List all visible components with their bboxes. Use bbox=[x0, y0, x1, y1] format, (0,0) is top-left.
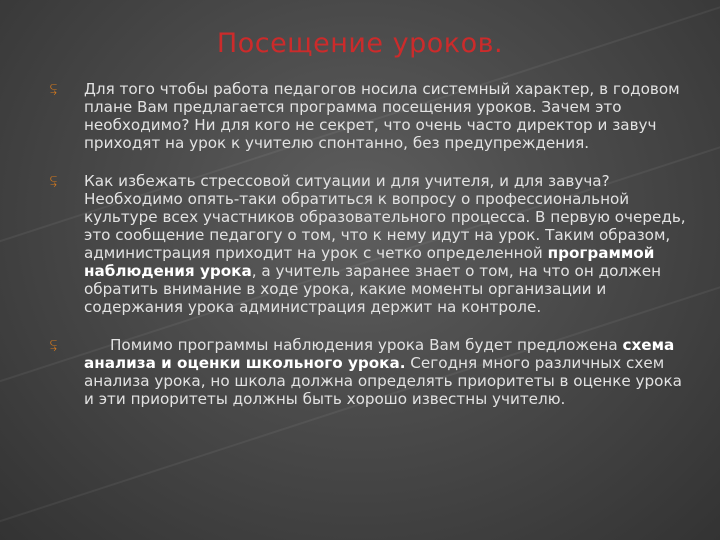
bullet-bold-text: программой наблюдения урока bbox=[84, 244, 655, 280]
bullet-list bbox=[50, 80, 690, 428]
bullet-item bbox=[50, 336, 690, 408]
bullet-text: Сегодня много различных схем анализа урока, но школа должна определять приоритеты в оценке урока и эти приоритеты должны быть хорошо известны учителю. bbox=[84, 354, 682, 408]
slide-title: Посещение уроков. bbox=[216, 28, 504, 59]
circled-arrow-icon: ⥹ bbox=[50, 337, 58, 351]
bullet-item bbox=[50, 172, 690, 316]
circled-arrow-icon: ⥹ bbox=[50, 173, 58, 187]
bullet-text: Как избежать стрессовой ситуации и для учителя, и для завуча? Необходимо опять-таки обратиться к вопросу о профессиональной культуре всех участников образовательного процесса. В первую очередь, это сообщение педагогу о том, что к нему идут на урок. Таким образом, администрация приходит на урок с четко определенной bbox=[84, 172, 686, 262]
bullet-item bbox=[50, 80, 690, 152]
bullet-text: Для того чтобы работа педагогов носила системный характер, в годовом плане Вам предлагается программа посещения уроков. Зачем это необходимо? Ни для кого не секрет, что очень часто директор и завуч приходят на урок к учителю спонтанно, без предупреждения. bbox=[84, 80, 680, 152]
circled-arrow-icon: ⥹ bbox=[50, 81, 58, 95]
bullet-text: Помимо программы наблюдения урока Вам будет предложена bbox=[110, 336, 623, 354]
bullet-bold-text: схема анализа и оценки школьного урока. bbox=[84, 336, 675, 372]
bullet-text: , а учитель заранее знает о том, на что он должен обратить внимание в ходе урока, какие моменты организации и содержания урока администрация держит на контроле. bbox=[84, 262, 662, 316]
